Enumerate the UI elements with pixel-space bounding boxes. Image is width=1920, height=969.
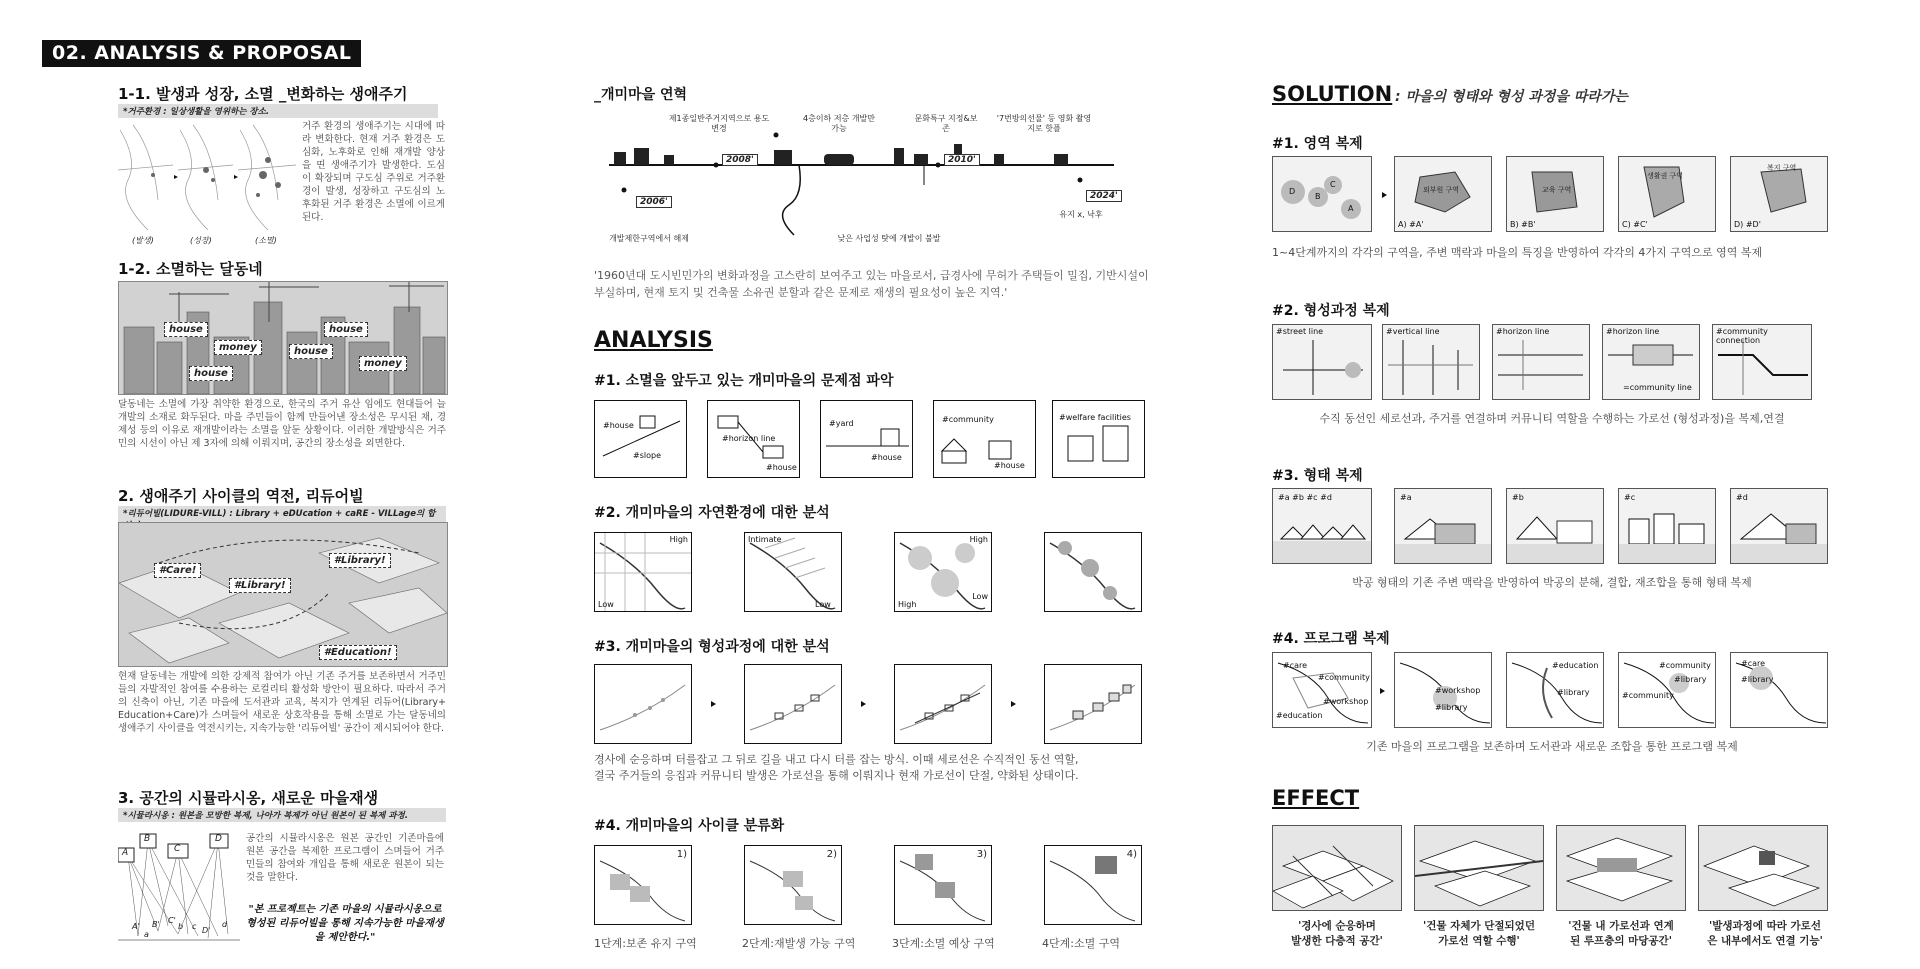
solution-title: SOLUTION [1272, 82, 1393, 106]
zone-c-label: C) #C' [1622, 220, 1648, 229]
formation-diagram-2 [744, 664, 842, 744]
effect-image-3 [1556, 825, 1686, 911]
solution-3-caption: 박공 형태의 기존 주변 맥락을 반영하여 박공의 분해, 결합, 재조합을 통해 형태 복제 [1352, 576, 1752, 589]
effect-caption-1-line-1: '경사에 순응하며 [1298, 920, 1376, 932]
problem-box-slope [594, 400, 687, 478]
map-label-1: (발생) [132, 236, 154, 245]
program-label-library-1: #library [1435, 703, 1468, 712]
label-horizon-line: #horizon line [722, 434, 776, 443]
label-library-1: #Library! [229, 578, 291, 593]
label-horizon-line-2: #horizon line [1606, 327, 1660, 336]
cycle-number-1: 1) [676, 849, 687, 860]
form-diagram-c [1618, 488, 1716, 564]
formation-arrow-2 [861, 701, 866, 707]
line-diagram-vertical [1382, 324, 1480, 400]
event-2008-label: 제1종일반주거지역으로 용도 변경 [668, 114, 770, 133]
program-label-community: #community [1318, 673, 1370, 682]
label-library-2: #Library! [329, 553, 391, 568]
program-label-library-2: #library [1557, 688, 1590, 697]
program-label-library-4: #library [1741, 675, 1774, 684]
label-street-line: #street line [1276, 327, 1324, 336]
history-title: _개미마을 연혁 [594, 87, 688, 103]
label-yard: #yard [829, 419, 854, 428]
line-diagram-community-line [1602, 324, 1700, 400]
section-1-1-subtitle: *거주환경 : 일상생활을 영위하는 장소. [118, 104, 438, 118]
program-diagram-1 [1394, 652, 1492, 728]
effect-caption-3-line-2: 된 루프층의 마당공간' [1570, 935, 1672, 947]
solution-1-title: #1. 영역 복제 [1272, 136, 1363, 152]
label-money-2: money [359, 356, 407, 371]
event-2006-label: 개발제한구역에서 해제 [609, 234, 689, 243]
zone-diagram-c [1618, 156, 1716, 232]
cycle-diagram-3 [894, 845, 992, 925]
program-label-care: #care [1283, 661, 1308, 670]
form-diagram-b [1506, 488, 1604, 564]
effect-title: EFFECT [1272, 786, 1360, 810]
zone-c-inner: 생활권 구역 [1647, 172, 1684, 180]
label-low-2: Low [815, 600, 831, 609]
zone-letter-a: A [1348, 204, 1354, 213]
year-2008: 2008' [722, 154, 758, 166]
program-diagram-4 [1730, 652, 1828, 728]
event-failed-label: 낮은 사업성 탓에 개발이 불발 [837, 234, 941, 243]
effect-caption-4-line-2: 은 내부에서도 연결 기능' [1707, 935, 1823, 947]
analysis-3-text-1: 경사에 순응하며 터를잡고 그 뒤로 길을 내고 다시 터를 잡는 방식. 이때 세로선은 수직적인 동선 역할, [594, 753, 1079, 766]
label-high: High [669, 535, 688, 544]
label-community-connection: #community connection [1716, 327, 1768, 345]
letter-d-small: d [222, 920, 228, 929]
year-2006: 2006' [636, 196, 672, 208]
lidureville-collage-image [118, 522, 448, 667]
label-house: #house [603, 421, 634, 430]
form-diagram-d [1730, 488, 1828, 564]
solution-3-diagrams [1272, 488, 1832, 568]
solution-1-diagrams [1272, 156, 1832, 236]
nature-diagram-1 [594, 532, 692, 612]
nature-diagram-2 [744, 532, 842, 612]
letter-b-small: b [178, 922, 184, 931]
letter-b: B [144, 834, 151, 844]
program-label-education-2: #education [1552, 661, 1599, 670]
cycle-diagram-1 [594, 845, 692, 925]
effect-caption-4 [1698, 919, 1832, 949]
line-diagram-community-connection [1712, 324, 1812, 400]
cycle-number-3: 3) [976, 849, 987, 860]
letter-a: A [122, 848, 129, 858]
analysis-3-text-2: 결국 주거들의 응집과 커뮤니티 발생은 가로선을 통해 이뤄지나 현재 가로선이 단절, 약화된 상태이다. [594, 769, 1079, 782]
effect-caption-2-line-1: '건물 자체가 단절되었던 [1423, 920, 1535, 932]
section-1-1-text: 거주 환경의 생애주기는 시대에 따라 변화한다. 현재 거주 환경은 도심화, 노후화로 인해 재개발 양상을 띤 생애주기가 발생한다. 도심이 확장되며 구도심 주위로 거주환경이 발생, 성장하고 구도심의 노후화된 거주 환경은 소멸에 이르게 된다. [302, 121, 445, 223]
effect-caption-3 [1556, 919, 1686, 949]
program-label-education: #education [1276, 711, 1323, 720]
solution-2-caption: 수직 동선인 세로선과, 주거를 연결하며 커뮤니티 역할을 수행하는 가로선 (형성과정)을 복제,연결 [1319, 412, 1785, 425]
section-2-subtitle: *리듀어빌(LIDURE-VILL) : Library + eDUcation + caRE - VILLage의 합 [118, 506, 446, 532]
effect-image-4 [1698, 825, 1828, 911]
problem-box-yard [820, 400, 913, 478]
zone-b-inner: 교육 구역 [1542, 186, 1572, 194]
effect-caption-1-line-2: 발생한 다층적 공간' [1291, 935, 1383, 947]
form-label-b: #b [1512, 493, 1524, 502]
cycle-caption-2: 2단계:재발생 가능 구역 [742, 937, 856, 950]
label-low-3: Low [972, 592, 988, 601]
line-diagram-horizon [1492, 324, 1590, 400]
zone-d-label: D) #D' [1734, 220, 1761, 229]
zone-a-label: A) #A' [1398, 220, 1424, 229]
analysis-1-boxes [594, 400, 1154, 480]
cycle-diagram-4 [1044, 845, 1142, 925]
label-low: Low [598, 600, 614, 609]
program-label-workshop: #workshop [1323, 697, 1369, 706]
label-house-3: house [324, 322, 368, 337]
letter-c-small: c [192, 922, 197, 931]
zone-diagram-d [1730, 156, 1828, 232]
analysis-3-title: #3. 개미마을의 형성과정에 대한 분석 [594, 639, 830, 655]
solution-3-title: #3. 형태 복제 [1272, 468, 1363, 484]
zone-letter-b: B [1315, 192, 1321, 201]
program-label-care-2: #care [1741, 659, 1766, 668]
event-2024-label: 유지 x, 낙후 [1059, 210, 1103, 219]
program-diagram-3 [1618, 652, 1716, 728]
nature-diagram-3 [894, 532, 992, 612]
program-label-community-2: #community [1659, 661, 1711, 670]
formation-diagram-1 [594, 664, 692, 744]
cycle-diagram-2 [744, 845, 842, 925]
label-horizon-line-1: #horizon line [1496, 327, 1550, 336]
letter-d: D [215, 834, 222, 844]
disappearing-village-image [118, 281, 448, 395]
letter-a-small: a [144, 930, 149, 939]
year-2024: 2024' [1086, 190, 1122, 202]
zone-a-inner: 외부원 구역 [1423, 186, 1460, 194]
history-quote: '1960년대 도시빈민가의 변화과정을 고스란히 보여주고 있는 마을로서, 급경사에 무허가 주택들이 밀집, 기반시설이 부실하며, 현재 토지 및 건축물 소유권 분할과 같은 문제로 재생의 필요성이 높은 지역.' [594, 269, 1149, 299]
village-skyline-drawing [119, 282, 447, 394]
event-2010-label: 문화특구 지정&보존 [914, 114, 978, 133]
label-intimate: Intimate [748, 535, 782, 544]
effect-caption-3-line-1: '건물 내 가로선과 연계 [1568, 920, 1674, 932]
label-care: #Care! [154, 563, 201, 578]
label-welfare-facilities: #welfare facilities [1059, 413, 1131, 422]
problem-box-community [933, 400, 1036, 478]
analysis-2-diagrams [594, 532, 1154, 614]
label-house: #house [871, 453, 902, 462]
form-diagram-a [1394, 488, 1492, 564]
section-2-text: 현재 달동네는 개발에 의한 강제적 참여가 아닌 기존 주거를 보존하면서 거주민들의 자발적인 참여를 수용하는 로컬리티 활성화 방안이 필요하다. 따라서 주거의 신축이 아닌, 기존 마을에 도서관과 교육, 복지가 연계된 리듀어(Library+ Education+Care)가 스며들어 새로운 상호작용을 통해 소멸로 가는 달동네의 생애주기 사이클을 역전시키는, 지속가능한 '리듀어빌' 공간이 제시되어야 한다. [118, 671, 446, 734]
program-label-library-3: #library [1674, 675, 1707, 684]
label-community-line: =community line [1623, 383, 1692, 392]
label-house: #house [766, 463, 797, 472]
zone-diagram-base [1272, 156, 1372, 232]
page-title: 02. ANALYSIS & PROPOSAL [42, 40, 361, 67]
solution-4-caption: 기존 마을의 프로그램을 보존하며 도서관과 새로운 조합을 통한 프로그램 복제 [1366, 740, 1738, 753]
lifecycle-maps [118, 120, 298, 235]
section-1-2-title: 1-2. 소멸하는 달동네 [118, 260, 263, 278]
letter-a-prime: A' [132, 922, 140, 931]
label-vertical-line: #vertical line [1386, 327, 1440, 336]
cycle-caption-3: 3단계:소멸 예상 구역 [892, 937, 995, 950]
form-label-d: #d [1736, 493, 1748, 502]
formation-diagram-3 [894, 664, 992, 744]
effect-caption-4-line-1: '발생과정에 따라 가로선 [1709, 920, 1821, 932]
zone-arrow [1382, 192, 1387, 198]
letter-b-prime: B' [152, 920, 160, 929]
formation-arrow-1 [711, 701, 716, 707]
cycle-caption-1: 1단계:보존 유지 구역 [594, 937, 697, 950]
label-house-4: house [289, 344, 333, 359]
analysis-4-diagrams [594, 845, 1154, 955]
map-label-3: (소멸) [255, 236, 277, 245]
program-diagram-2 [1506, 652, 1604, 728]
label-money-1: money [214, 340, 262, 355]
form-label-a: #a [1400, 493, 1412, 502]
effect-panels [1272, 825, 1832, 965]
line-diagram-street [1272, 324, 1372, 400]
zone-letter-c: C [1330, 180, 1336, 189]
section-3-text: 공간의 시뮬라시옹은 원본 공간인 기존마을에 원본 공간을 복제한 프로그램이 스며들어 거주민들의 참여와 개입을 통해 새로운 원본이 되는것을 말한다. [246, 833, 444, 883]
label-education: #Education! [319, 645, 397, 660]
event-lowrise-label: 4층이하 저층 개발만 가능 [803, 114, 875, 133]
solution-2-diagrams [1272, 324, 1832, 404]
solution-subtitle: : 마을의 형태와 형성 과정을 따라가는 [1395, 89, 1628, 105]
label-house-2: house [189, 366, 233, 381]
analysis-title: ANALYSIS [594, 328, 713, 353]
zone-diagram-b [1506, 156, 1604, 232]
formation-diagram-4 [1044, 664, 1142, 744]
analysis-1-title: #1. 소멸을 앞두고 있는 개미마을의 문제점 파악 [594, 373, 894, 389]
letter-c-prime: C' [168, 916, 176, 925]
section-3-title: 3. 공간의 시뮬라시옹, 새로운 마을재생 [118, 789, 379, 807]
lifecycle-map-drawing [118, 120, 298, 235]
history-timeline [594, 110, 1124, 250]
cycle-number-2: 2) [826, 849, 837, 860]
label-slope: #slope [633, 451, 661, 460]
lidureville-collage-drawing [119, 523, 447, 666]
form-label-c: #c [1624, 493, 1636, 502]
section-3-subtitle: *시뮬라시옹 : 원본을 모방한 복제, 나아가 복제가 아닌 원본이 된 복제 과정. [118, 808, 446, 822]
formation-arrow-3 [1011, 701, 1016, 707]
section-1-1-title: 1-1. 발생과 성장, 소멸 _변화하는 생애주기 [118, 85, 408, 103]
effect-caption-1 [1272, 919, 1402, 949]
letter-c: C [174, 844, 181, 854]
map-label-2: (성장) [190, 236, 212, 245]
effect-image-2 [1414, 825, 1544, 911]
label-community: #community [942, 415, 994, 424]
program-label-community-3: #community [1622, 691, 1674, 700]
effect-caption-2 [1414, 919, 1544, 949]
program-diagram-base [1272, 652, 1372, 728]
cycle-number-4: 4) [1126, 849, 1137, 860]
label-house-1: house [164, 322, 208, 337]
analysis-4-title: #4. 개미마을의 사이클 분류화 [594, 818, 785, 834]
solution-4-title: #4. 프로그램 복제 [1272, 631, 1390, 647]
effect-image-1 [1272, 825, 1402, 911]
solution-1-caption: 1~4단계까지의 각각의 구역을, 주변 맥락과 마을의 특징을 반영하여 각각의 4가지 구역으로 영역 복제 [1272, 246, 1763, 259]
simulation-diagram [118, 826, 240, 946]
zone-letter-d: D [1289, 187, 1296, 196]
zone-b-label: B) #B' [1510, 220, 1536, 229]
analysis-3-diagrams [594, 664, 1154, 746]
letter-d-prime: D' [202, 926, 211, 935]
zone-diagram-a [1394, 156, 1492, 232]
solution-4-diagrams [1272, 652, 1832, 732]
solution-2-title: #2. 형성과정 복제 [1272, 303, 1390, 319]
problem-box-horizon [707, 400, 800, 478]
zone-d-inner: 복지 구역 [1767, 164, 1797, 172]
program-arrow [1380, 688, 1385, 694]
event-film-label: '7번방의선물' 등 영화 촬영지로 핫플 [996, 114, 1092, 133]
year-2010: 2010' [944, 154, 980, 166]
program-label-workshop-2: #workshop [1435, 686, 1481, 695]
form-labels-base: #a #b #c #d [1278, 493, 1332, 502]
section-1-2-text: 달동네는 소멸에 가장 취약한 환경으로, 한국의 주거 유산 임에도 현대들어 늘 개발의 소재로 화두된다. 마을 주민들이 함께 만들어낸 장소성은 무시된 채, 경제성 등의 이유로 재개발이라는 소멸을 앞둔 상황이다. 이러한 개발방식은 거주민의 시선이 아닌 제 3자에 의해 이뤄지며, 공간의 장소성을 외면한다. [118, 399, 446, 449]
section-2-title: 2. 생애주기 사이클의 역전, 리듀어빌 [118, 487, 364, 505]
nature-diagram-4 [1044, 532, 1142, 612]
label-high-2: High [969, 535, 988, 544]
effect-caption-2-line-2: 가로선 역할 수행' [1438, 935, 1520, 947]
form-diagram-base [1272, 488, 1372, 564]
problem-box-welfare [1052, 400, 1145, 478]
label-house: #house [994, 461, 1025, 470]
analysis-2-title: #2. 개미마을의 자연환경에 대한 분석 [594, 505, 830, 521]
label-high-3: High [898, 600, 917, 609]
cycle-caption-4: 4단계:소멸 구역 [1042, 937, 1120, 950]
section-3-quote: "본 프로젝트는 기존 마을의 시뮬라시옹으로 형성된 리듀어빌을 통해 지속가능한 마을재생을 제안한다." [246, 904, 444, 943]
